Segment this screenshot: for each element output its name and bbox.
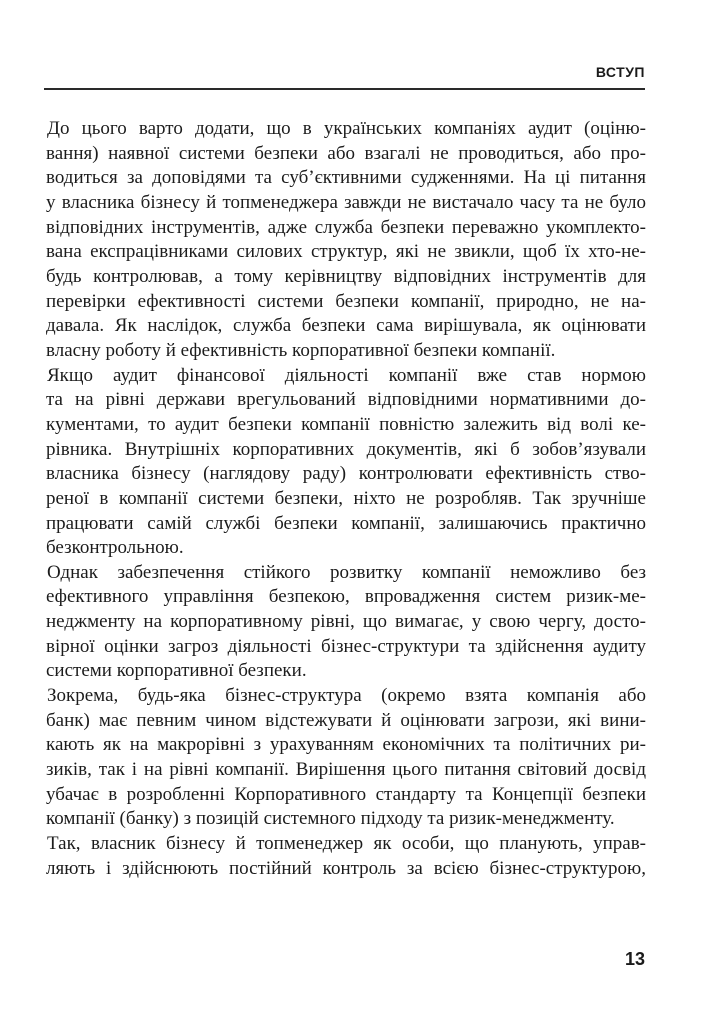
text-line: ефективного управління безпекою, впровадження систем ризик-ме- [46, 586, 646, 608]
running-header: ВСТУП [595, 64, 645, 80]
text-line: Якщо аудит фінансової діяльності компанії вже став нормою [47, 364, 646, 386]
text-line: безконтрольною. [46, 537, 184, 559]
text-line: Так, власник бізнесу й топменеджер як особи, що планують, управ- [47, 833, 646, 855]
text-line: власника бізнесу (наглядову раду) контролювати ефективність ство- [46, 463, 646, 485]
text-line: вірної оцінки загроз діяльності бізнес-структури та здійснення аудиту [46, 635, 646, 657]
text-line: працювати самій службі безпеки компанії, залишаючись практично [46, 512, 646, 534]
paragraph [46, 561, 646, 684]
text-line: відповідних інструментів, адже служба безпеки переважно укомплекто- [46, 216, 646, 238]
header-rule [44, 88, 645, 90]
text-line: вання) наявної системи безпеки або взагалі не проводиться, або про- [46, 142, 646, 164]
text-line: зиків, так і на рівні компанії. Вирішення цього питання світовий досвід [46, 759, 646, 781]
text-line: системи корпоративної безпеки. [46, 660, 307, 682]
page-number: 13 [624, 949, 645, 969]
text-line: банк) має певним чином відстежувати й оцінювати загрози, які вини- [46, 709, 646, 731]
text-line: вана експрацівниками силових структур, які не звикли, щоб їх хто-не- [46, 241, 646, 263]
text-line: водиться за доповідями та суб’єктивними судженнями. На ці питання [46, 167, 646, 189]
text-line: у власника бізнесу й топменеджера завжди не вистачало часу та не було [46, 191, 646, 213]
text-line: кументами, то аудит безпеки компанії повністю залежить від волі ке- [46, 413, 646, 435]
text-line: рівника. Внутрішніх корпоративних документів, які б зобов’язували [46, 438, 646, 460]
text-line: давала. Як наслідок, служба безпеки сама вирішувала, як оцінювати [46, 315, 646, 337]
text-line: будь контролював, а тому керівництву відповідних інструментів для [46, 265, 646, 287]
text-line: ляють і здійснюють постійний контроль за всією бізнес-структурою, [46, 857, 646, 879]
text-line: Зокрема, будь-яка бізнес-структура (окремо взята компанія або [47, 685, 646, 707]
text-line: Однак забезпечення стійкого розвитку компанії неможливо без [47, 561, 646, 583]
paragraph [46, 684, 646, 832]
text-line: та на рівні держави врегульований відповідними нормативними до- [46, 389, 646, 411]
text-line: убачає в розробленні Корпоративного стандарту та Концепції безпеки [46, 783, 646, 805]
text-line: перевірки ефективності системи безпеки компанії, природно, не на- [46, 290, 646, 312]
body-text [46, 117, 646, 881]
text-line: власну роботу й ефективність корпоративної безпеки компанії. [46, 339, 556, 361]
text-line: неджменту на корпоративному рівні, що вимагає, у свою чергу, досто- [46, 611, 646, 633]
paragraph [46, 117, 646, 364]
text-line: кають як на макрорівні з урахуванням економічних та політичних ри- [46, 734, 646, 756]
text-line: реної в компанії системи безпеки, ніхто не розробляв. Так зручніше [46, 487, 646, 509]
text-line: компанії (банку) з позицій системного підходу та ризик-менеджменту. [46, 808, 615, 830]
paragraph [46, 364, 646, 561]
text-line: До цього варто додати, що в українських компаніях аудит (оціню- [47, 118, 646, 139]
paragraph [46, 832, 646, 881]
